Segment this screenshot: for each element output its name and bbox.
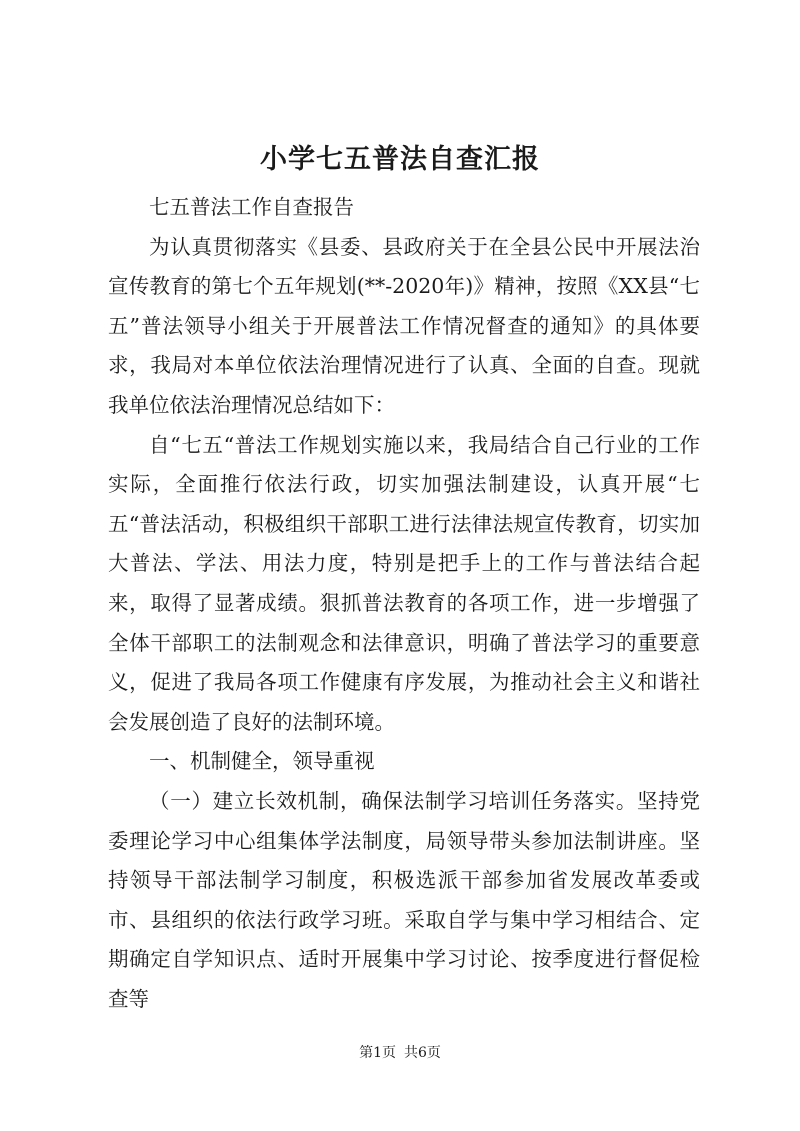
report-subtitle: 七五普法工作自查报告 [149, 195, 354, 219]
section-heading: 一、机制健全，领导重视 [149, 749, 375, 774]
subsection-paragraph: （一）建立长效机制，确保法制学习培训任务落实。坚持党委理论学习中心组集体学法制度，局领导带头参加法制讲座。坚持领导干部法制学习制度，积极选派干部参加省发展改革委或市、县组织的依法行政学习班。采取自学与集中学习相结合、定期确定自学知识点、适时开展集中学习讨论、按季度进行督促检查等 [108, 788, 700, 1011]
intro-paragraph: 为认真贯彻落实《县委、县政府关于在全县公民中开展法治宣传教育的第七个五年规划(**-2020年)》精神，按照《XX县“七五”普法领导小组关于开展普法工作情况督查的通知》的具体要求，我局对本单位依法治理情况进行了认真、全面的自查。现就我单位依法治理情况总结如下： [108, 234, 700, 417]
page-number: 第1页 [359, 1045, 396, 1061]
document-body [108, 188, 700, 1019]
summary-paragraph: 自“七五“普法工作规划实施以来，我局结合自己行业的工作实际，全面推行依法行政，切实加强法制建设，认真开展“七五“普法活动，积极组织干部职工进行法律法规宣传教育，切实加大普法、学法、用法力度，特别是把手上的工作与普法结合起来，取得了显著成绩。狠抓普法教育的各项工作，进一步增强了全体干部职工的法制观念和法律意识，明确了普法学习的重要意义，促进了我局各项工作健康有序发展，为推动社会主义和谐社会发展创造了良好的法制环境。 [108, 432, 700, 734]
page-footer [0, 1043, 800, 1063]
document-title: 小学七五普法自查汇报 [260, 144, 540, 175]
page-total: 共6页 [404, 1045, 441, 1061]
